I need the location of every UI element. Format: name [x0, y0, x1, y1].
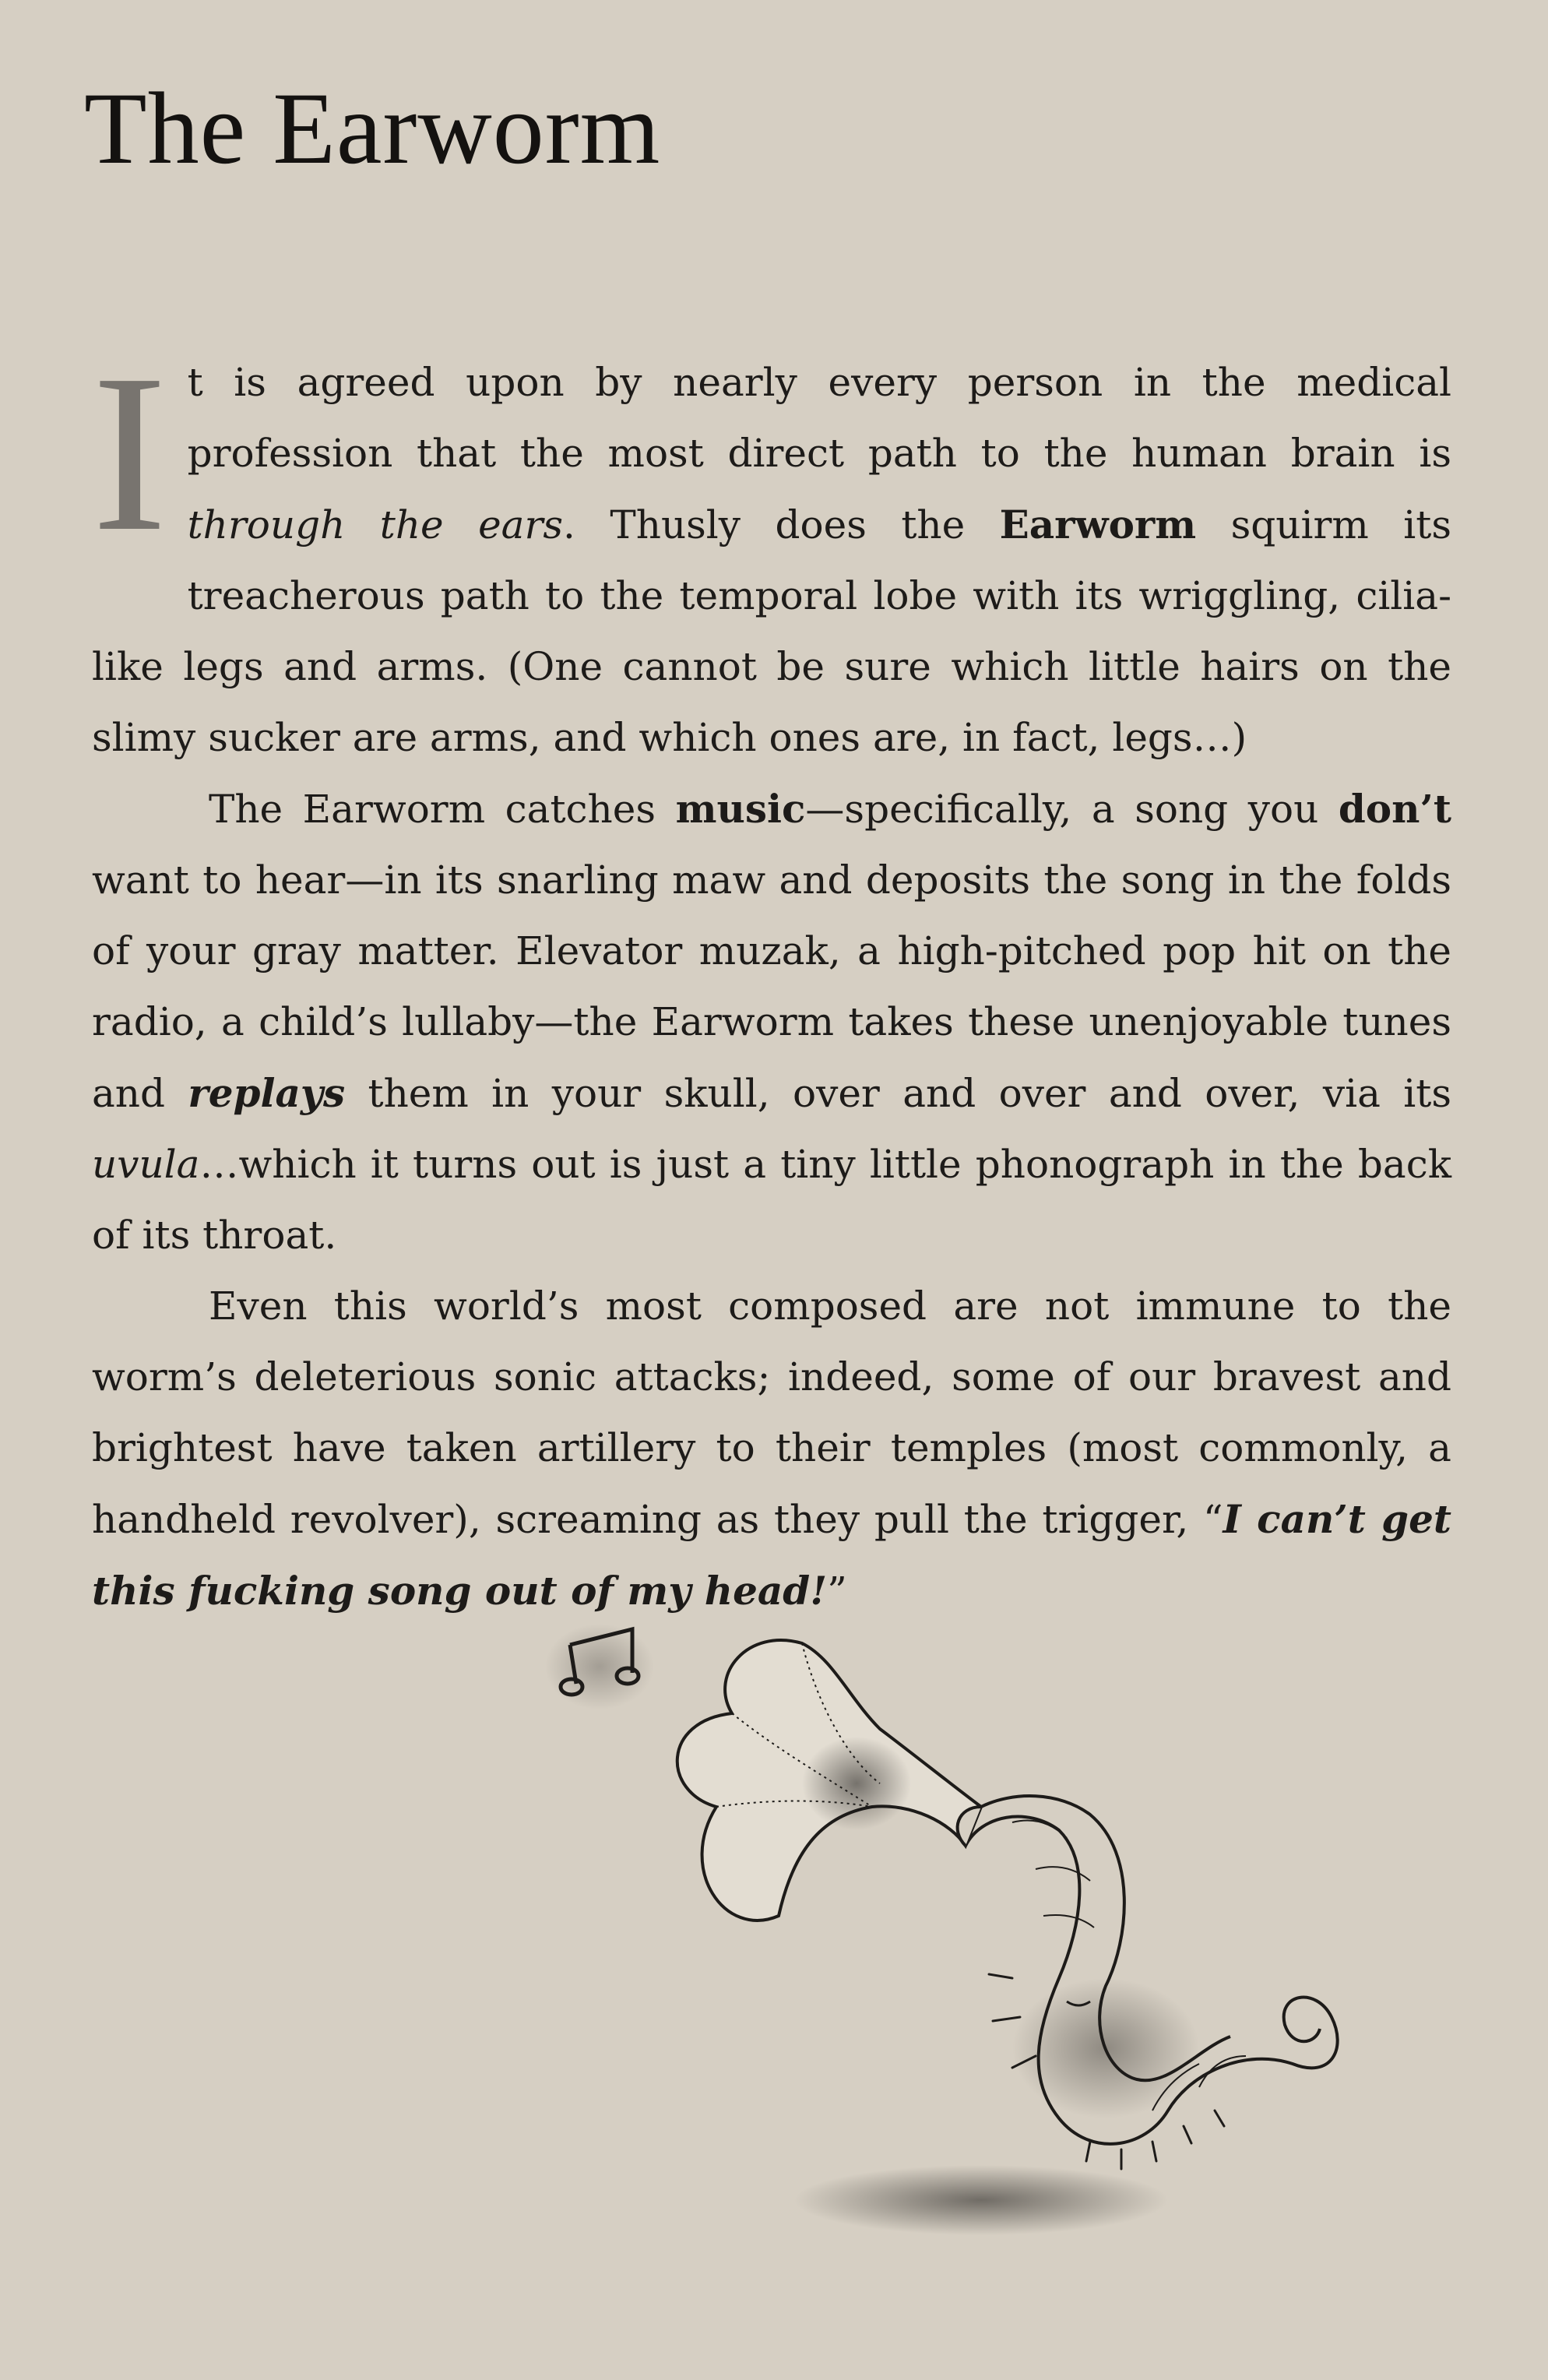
- p2-text-g: them in your skull, over and over and over, via its: [345, 1071, 1451, 1116]
- p2-bold-music: music: [675, 786, 806, 832]
- music-note-icon: [545, 1624, 654, 1709]
- paragraph-3: [92, 1271, 1451, 1627]
- p2-bold-dont: don’t: [1338, 786, 1451, 832]
- p1-emphasis-ears: through the ears: [187, 502, 564, 547]
- p2-text-e: want to hear—in its snarling maw and deposits the song in the folds of your gray matter. Elevator muzak, a high-pitched pop hit on the radio, a child’s lullaby—the Earworm takes these unenjoyable tunes and: [92, 857, 1451, 1116]
- p1-text-e: squirm its treacherous path to the temporal lobe with its wriggling, cilia-like legs and arms. (One cannot be sure which little hairs on the slimy sucker are arms, and which ones are, in fact, legs…): [92, 502, 1451, 760]
- p1-bold-earworm: Earworm: [999, 502, 1197, 547]
- ground-shadow: [794, 2165, 1168, 2235]
- paragraph-2: [92, 773, 1451, 1271]
- p3-text-a: Even this world’s most composed are not immune to the worm’s deleterious sonic attacks; indeed, some of our bravest and brightest have taken artillery to their temples (most commonly, a handheld revolver), screaming as they pull the trigger, “: [92, 1283, 1451, 1542]
- p2-text-c: —specifically, a song you: [805, 787, 1339, 832]
- earworm-body: [958, 1796, 1338, 2169]
- p2-text-i: …which it turns out is just a tiny little phonograph in the back of its throat.: [92, 1142, 1451, 1258]
- p2-text-a: The Earworm catches: [209, 787, 676, 832]
- p1-text-c: . Thusly does the: [563, 502, 1000, 547]
- page-title: The Earworm: [84, 71, 661, 185]
- p2-emphasis-replays: replays: [188, 1070, 346, 1116]
- body-text: [92, 328, 1451, 1627]
- p3-text-c: ”: [827, 1568, 847, 1614]
- p2-emphasis-uvula: uvula: [92, 1142, 200, 1187]
- p3-quote-bold-italic: I can’t get this fucking song out of my head!: [92, 1496, 1451, 1614]
- earworm-phonograph-illustration: [545, 1612, 1370, 2266]
- paragraph-1: [92, 328, 1451, 773]
- drop-cap: I: [92, 328, 167, 578]
- p1-text-a: t is agreed upon by nearly every person in the medical profession that the most direct path to the human brain is: [187, 360, 1451, 476]
- gramophone-horn: [677, 1640, 981, 1921]
